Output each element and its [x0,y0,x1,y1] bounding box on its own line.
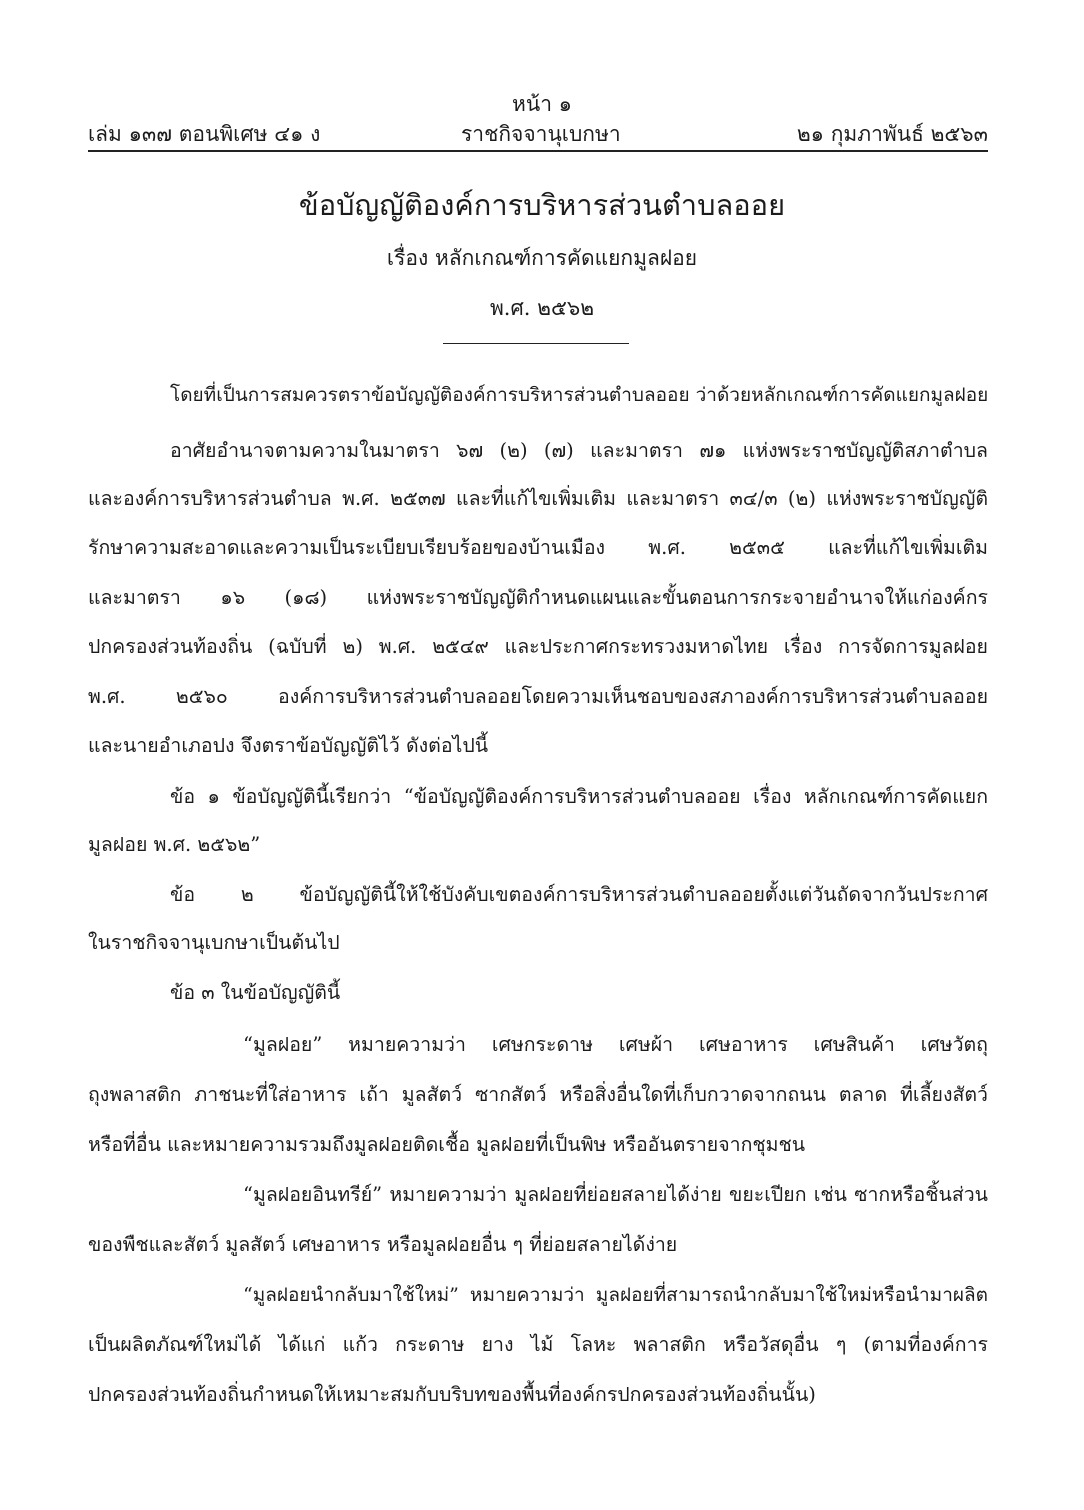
clause-2-line: ในราชกิจจานุเบกษาเป็นต้นไป [88,931,340,954]
title-divider [443,343,629,344]
authority-line: รักษาความสะอาดและความเป็นระเบียบเรียบร้อยของบ้านเมือง พ.ศ. ๒๕๓๕ และที่แก้ไขเพิ่มเติม [88,536,988,559]
clause-1-line: ข้อ ๑ ข้อบัญญัตินี้เรียกว่า “ข้อบัญญัติองค์การบริหารส่วนตำบลออย เรื่อง หลักเกณฑ์การคัดแยก [170,785,988,808]
volume-info: เล่ม ๑๓๗ ตอนพิเศษ ๔๑ ง [88,122,321,146]
clause-1-line: มูลฝอย พ.ศ. ๒๕๖๒” [88,833,261,856]
authority-line: พ.ศ. ๒๕๖๐ องค์การบริหารส่วนตำบลออยโดยความเห็นชอบของสภาองค์การบริหารส่วนตำบลออย [88,685,988,708]
document-subject: เรื่อง หลักเกณฑ์การคัดแยกมูลฝอย [386,246,698,270]
definition-line: “มูลฝอยอินทรีย์” หมายความว่า มูลฝอยที่ย่อยสลายได้ง่าย ขยะเปียก เช่น ซากหรือชิ้นส่วน [243,1183,988,1206]
authority-line: ปกครองส่วนท้องถิ่น (ฉบับที่ ๒) พ.ศ. ๒๕๔๙ และประกาศกระทรวงมหาดไทย เรื่อง การจัดการมูลฝอย [88,635,988,658]
header-rule [88,150,988,152]
definition-line: “มูลฝอย” หมายความว่า เศษกระดาษ เศษผ้า เศษอาหาร เศษสินค้า เศษวัตถุ [243,1033,988,1056]
definition-line: หรือที่อื่น และหมายความรวมถึงมูลฝอยติดเชื้อ มูลฝอยที่เป็นพิษ หรืออันตรายจากชุมชน [88,1133,806,1156]
authority-line: อาศัยอำนาจตามความในมาตรา ๖๗ (๒) (๗) และมาตรา ๗๑ แห่งพระราชบัญญัติสภาตำบล [170,439,988,462]
definition-line: ปกครองส่วนท้องถิ่นกำหนดให้เหมาะสมกับบริบทของพื้นที่องค์กรปกครองส่วนท้องถิ่นนั้น) [88,1383,816,1406]
definition-line: ถุงพลาสติก ภาชนะที่ใส่อาหาร เถ้า มูลสัตว์ ซากสัตว์ หรือสิ่งอื่นใดที่เก็บกวาดจากถนน ตลาด ที่เลี้ยงสัตว์ [88,1083,988,1106]
document-year: พ.ศ. ๒๕๖๒ [489,296,595,320]
definition-line: ของพืชและสัตว์ มูลสัตว์ เศษอาหาร หรือมูลฝอยอื่น ๆ ที่ย่อยสลายได้ง่าย [88,1233,678,1256]
gazette-header [88,118,988,150]
authority-line: และนายอำเภอปง จึงตราข้อบัญญัติไว้ ดังต่อไปนี้ [88,734,489,757]
page-number: หน้า ๑ [512,92,572,116]
definition-line: เป็นผลิตภัณฑ์ใหม่ได้ ได้แก่ แก้ว กระดาษ ยาง ไม้ โลหะ พลาสติก หรือวัสดุอื่น ๆ (ตามที่องค์การ [88,1333,988,1356]
gazette-name: ราชกิจจานุเบกษา [461,122,621,146]
clause-3-line: ข้อ ๓ ในข้อบัญญัตินี้ [170,981,341,1004]
definition-line: “มูลฝอยนำกลับมาใช้ใหม่” หมายความว่า มูลฝอยที่สามารถนำกลับมาใช้ใหม่หรือนำมาผลิต [243,1284,988,1306]
preamble-line: โดยที่เป็นการสมควรตราข้อบัญญัติองค์การบริหารส่วนตำบลออย ว่าด้วยหลักเกณฑ์การคัดแยกมูลฝอย [170,384,989,406]
clause-2-line: ข้อ ๒ ข้อบัญญัตินี้ให้ใช้บังคับเขตองค์การบริหารส่วนตำบลออยตั้งแต่วันถัดจากวันประกาศ [170,883,988,906]
document-title: ข้อบัญญัติองค์การบริหารส่วนตำบลออย [298,188,786,222]
authority-line: และมาตรา ๑๖ (๑๘) แห่งพระราชบัญญัติกำหนดแผนและขั้นตอนการกระจายอำนาจให้แก่องค์กร [88,586,988,609]
publication-date: ๒๑ กุมภาพันธ์ ๒๕๖๓ [796,122,988,146]
authority-line: และองค์การบริหารส่วนตำบล พ.ศ. ๒๕๓๗ และที่แก้ไขเพิ่มเติม และมาตรา ๓๔/๓ (๒) แห่งพระราชบัญญัติ [88,487,988,510]
